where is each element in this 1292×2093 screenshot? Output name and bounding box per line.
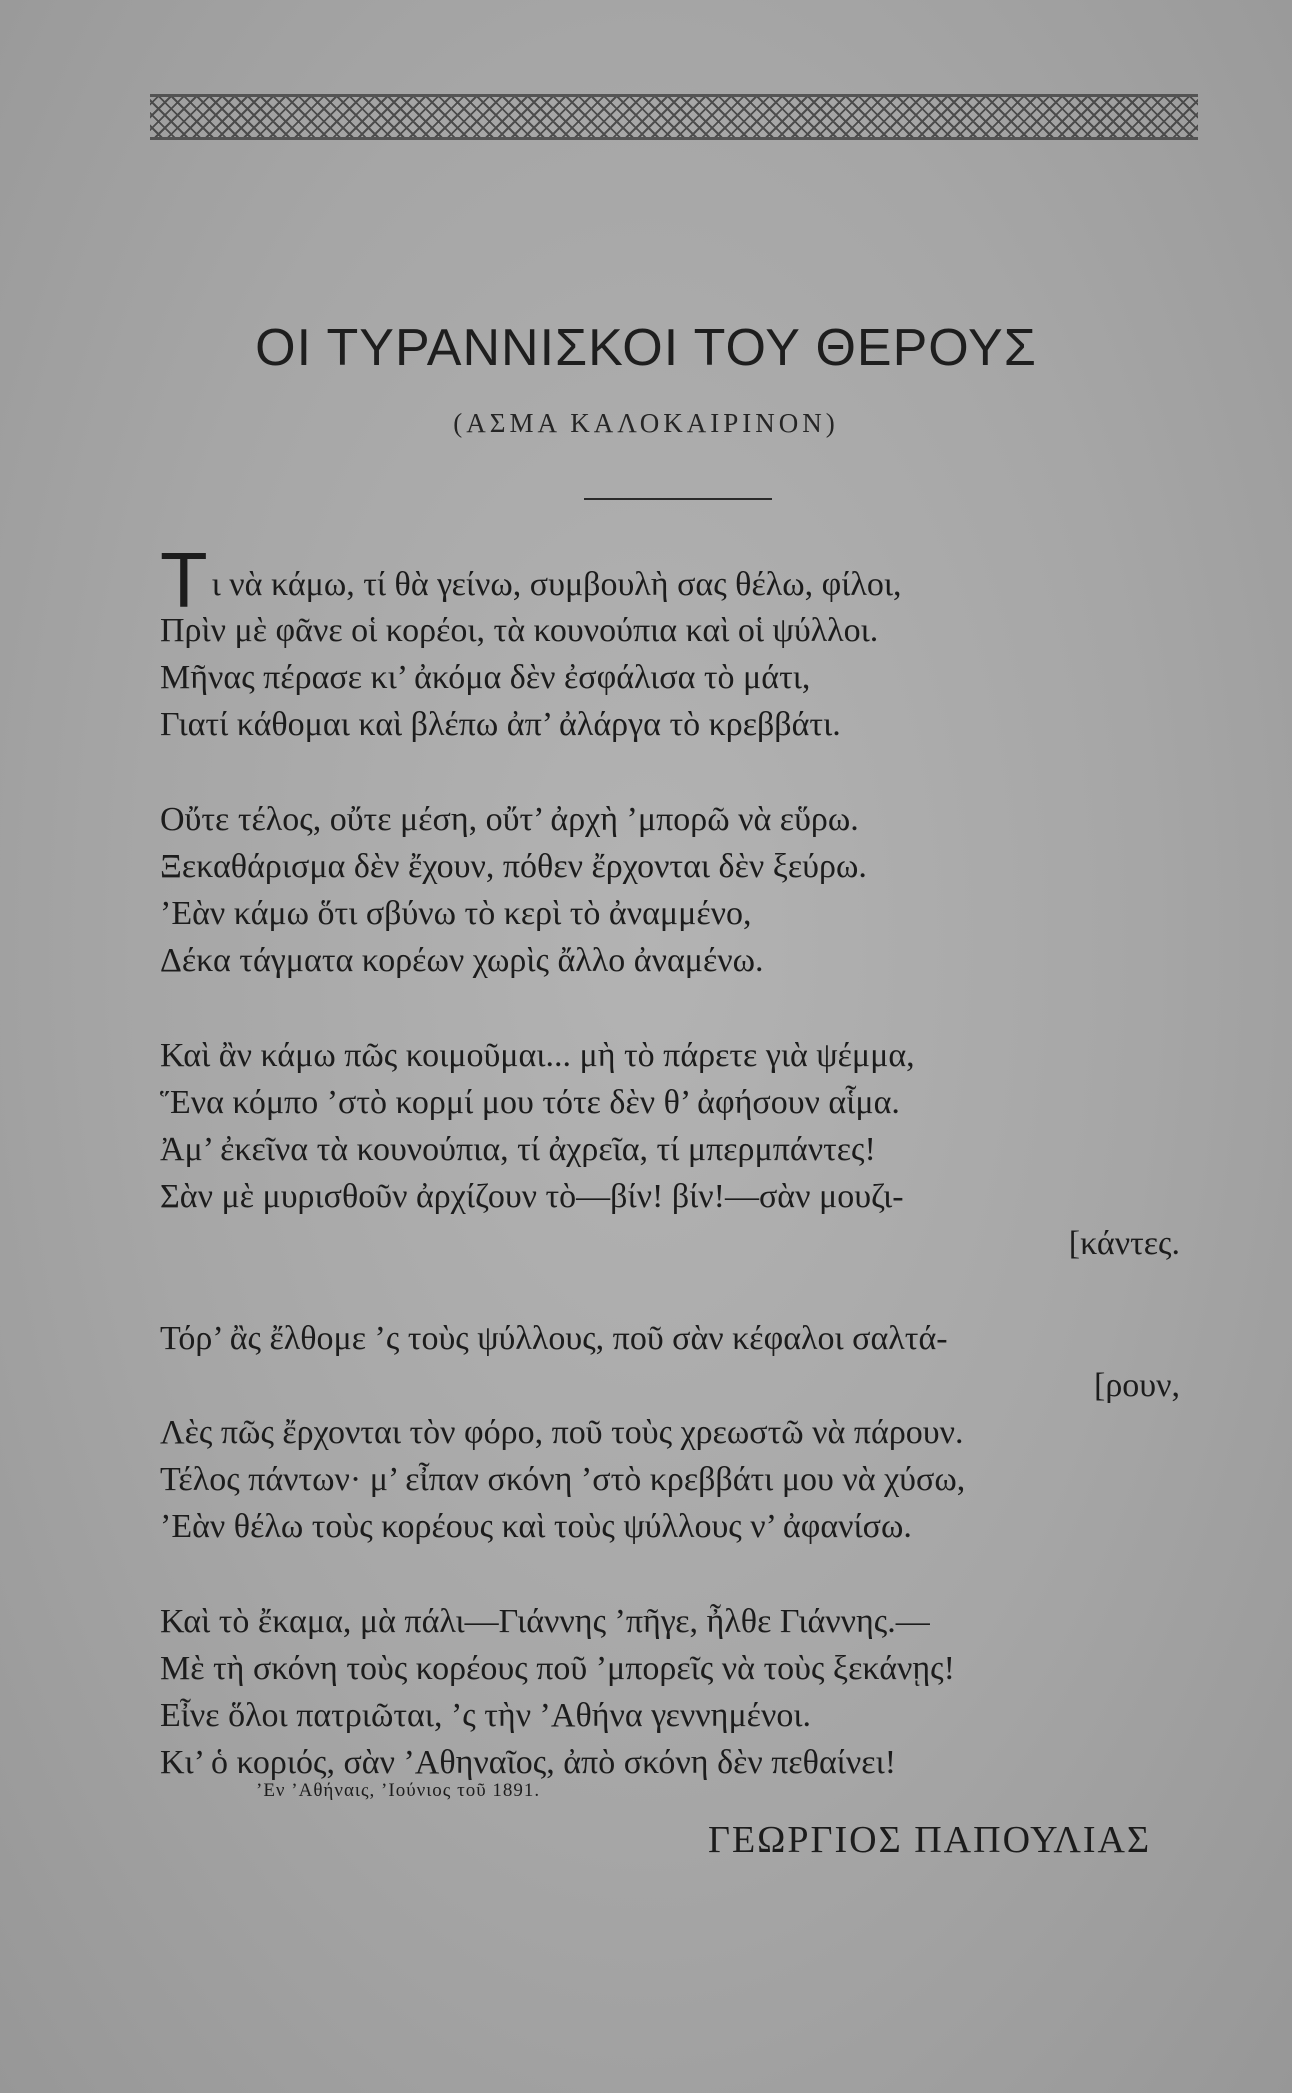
title-divider (584, 498, 772, 500)
dateline: ’Εν ’Αθήναις, ’Ιούνιος τοῦ 1891. (256, 1780, 541, 1801)
poem-line: Μὲ τὴ σκόνη τοὺς κορέους ποῦ ’μπορεῖς νὰ τοὺς ξεκάνῃς! (160, 1650, 955, 1687)
stanza-5 (160, 1598, 1220, 1786)
poem-line: Καὶ ἂν κάμω πῶς κοιμοῦμαι... μὴ τὸ πάρετε γιὰ ψέμμα, (160, 1037, 915, 1074)
poem-line: Τέλος πάντων· μ’ εἶπαν σκόνη ’στὸ κρεββάτι μου νὰ χύσω, (160, 1461, 966, 1498)
author-signature: ΓΕΩΡΓΙΟΣ ΠΑΠΟΥΛΙΑΣ (708, 1819, 1152, 1861)
stanza-3 (160, 1032, 1220, 1267)
poem-line: ’Εὰν κάμω ὅτι σβύνω τὸ κερὶ τὸ ἀναμμένο, (160, 895, 752, 932)
poem-line (160, 536, 1220, 624)
poem-line: Κι’ ὁ κοριός, σὰν ’Αθηναῖος, ἀπὸ σκόνη δὲν πεθαίνει! (160, 1744, 897, 1781)
poem-line: Λὲς πῶς ἔρχονται τὸν φόρο, ποῦ τοὺς χρεωστῶ νὰ πάρουν. (160, 1414, 964, 1451)
stanza-1 (160, 536, 1220, 748)
poem-line: Δέκα τάγματα κορέων χωρὶς ἄλλο ἀναμένω. (160, 942, 764, 979)
poem-line: Μῆνας πέρασε κι’ ἀκόμα δὲν ἐσφάλισα τὸ μάτι, (160, 659, 811, 696)
poem-line: Ξεκαθάρισμα δὲν ἔχουν, πόθεν ἔρχονται δὲν ξεύρω. (160, 848, 867, 885)
poem-line: ’Εὰν θέλω τοὺς κορέους καὶ τοὺς ψύλλους ν’ ἀφανίσω. (160, 1508, 912, 1545)
poem-line: Καὶ τὸ ἔκαμα, μὰ πάλι—Γιάννης ’πῆγε, ἦλθε Γιάννης.— (160, 1603, 930, 1640)
poem-line: Πρὶν μὲ φᾶνε οἱ κορέοι, τὰ κουνούπια καὶ οἱ ψύλλοι. (160, 612, 879, 649)
poem-line-text: ι νὰ κάμω, τί θὰ γείνω, συμβουλὴ σας θέλω, φίλοι, (211, 566, 902, 603)
poem-line: Οὔτε τέλος, οὔτε μέση, οὔτ’ ἀρχὴ ’μπορῶ νὰ εὕρω. (160, 801, 859, 838)
poem-line: Ἀμ’ ἐκεῖνα τὰ κουνούπια, τί ἀχρεῖα, τί μπερμπάντες! (160, 1131, 876, 1168)
ornamental-border (150, 94, 1198, 140)
poem-title: ΟΙ ΤΥΡΑΝΝΙΣΚΟΙ ΤΟΥ ΘΕΡΟΥΣ (255, 319, 1037, 377)
drop-cap: Τ (160, 536, 208, 624)
poem-line: Σὰν μὲ μυρισθοῦν ἀρχίζουν τὸ—βίν! βίν!—σὰν μουζι- (160, 1178, 904, 1215)
poem-body (160, 536, 1220, 1834)
poem-line: Γιατί κάθομαι καὶ βλέπω ἀπ’ ἀλάργα τὸ κρεββάτι. (160, 706, 841, 743)
poem-line-continuation: [ρουν, (1094, 1367, 1180, 1404)
poem-subtitle: (ΑΣΜΑ ΚΑΛΟΚΑΙΡΙΝΟΝ) (453, 408, 839, 438)
poem-line-continuation: [κάντες. (1068, 1225, 1180, 1262)
poem-line: Τόρ’ ἂς ἔλθομε ’ς τοὺς ψύλλους, ποῦ σὰν κέφαλοι σαλτά- (160, 1320, 948, 1357)
stanza-4 (160, 1315, 1220, 1550)
poem-line: Ἕνα κόμπο ’στὸ κορμί μου τότε δὲν θ’ ἀφήσουν αἷμα. (160, 1084, 900, 1121)
stanza-2 (160, 796, 1220, 984)
poem-line: Εἶνε ὅλοι πατριῶται, ’ς τὴν ’Αθήνα γεννημένοι. (160, 1697, 811, 1734)
